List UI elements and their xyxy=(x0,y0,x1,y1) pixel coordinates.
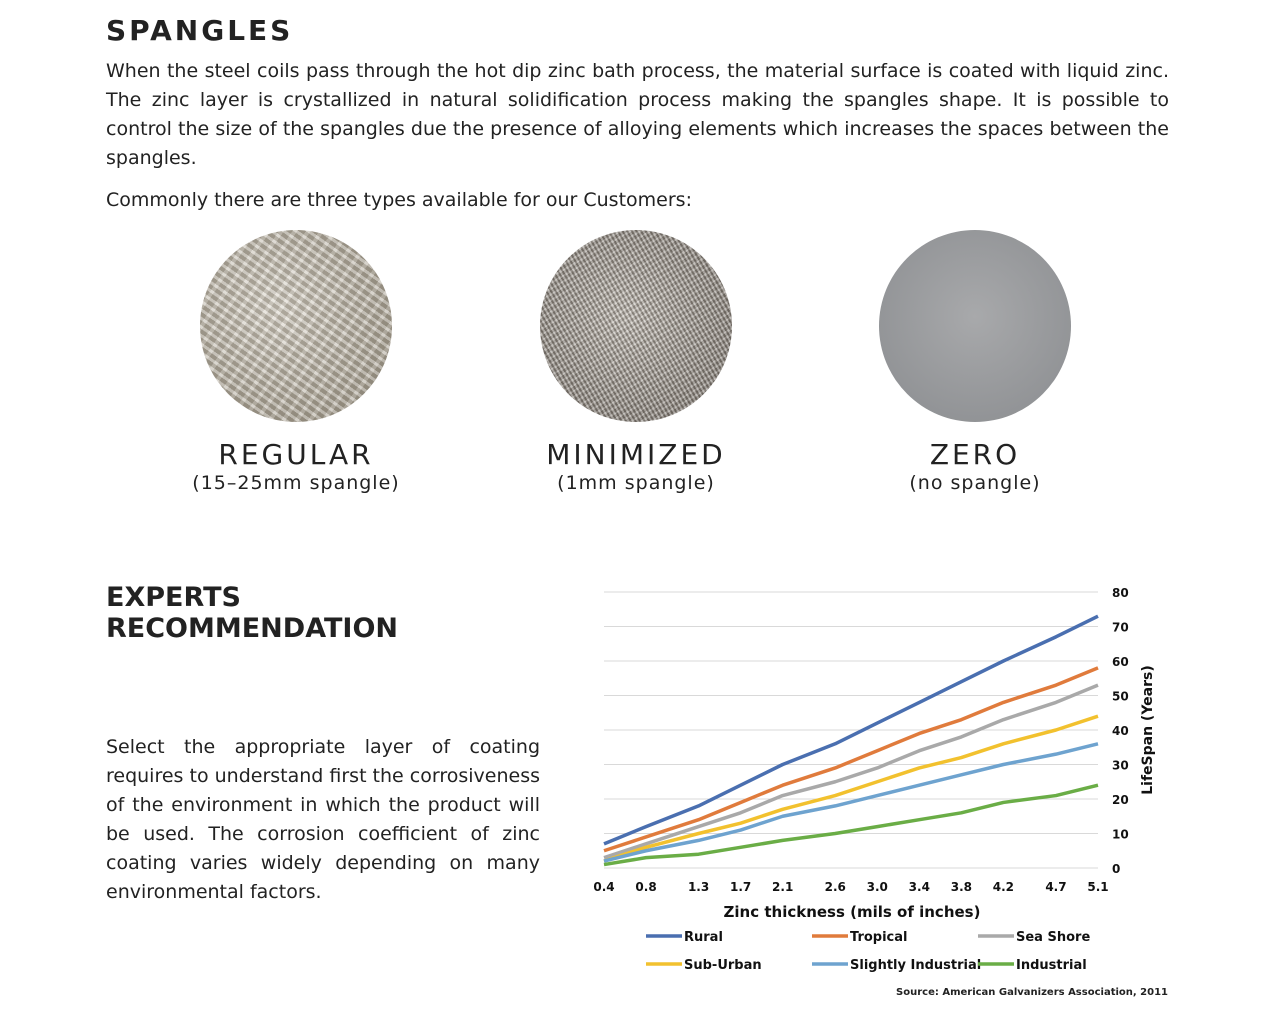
spangle-type-name: REGULAR xyxy=(218,438,374,471)
zero-spangle-image xyxy=(879,230,1071,422)
experts-heading-line2: RECOMMENDATION xyxy=(106,613,399,644)
experts-paragraph: Select the appropriate layer of coating requires to understand first the corrosiveness of the environment in which the product will be used. The corrosion coefficient of zinc coating varies widely depending on many environmental factors. xyxy=(106,736,540,903)
types-intro: Commonly there are three types available for our Customers: xyxy=(106,189,692,211)
experts-heading xyxy=(106,582,506,644)
spangle-type-regular xyxy=(146,230,446,496)
spangle-type-name: ZERO xyxy=(929,438,1021,471)
y-tick-label: 50 xyxy=(1112,689,1129,704)
spangle-type-minimized xyxy=(486,230,786,496)
x-tick-label: 4.2 xyxy=(992,880,1015,894)
legend-label: Rural xyxy=(684,930,723,945)
x-axis-label: Zinc thickness (mils of inches) xyxy=(723,903,981,921)
x-tick-label: 1.7 xyxy=(730,880,752,894)
spangle-type-desc: (1mm spangle) xyxy=(557,472,715,494)
x-tick-label: 0.4 xyxy=(593,880,615,894)
x-tick-label: 2.1 xyxy=(772,880,794,894)
y-tick-label: 70 xyxy=(1112,620,1129,635)
spangle-type-desc: (15–25mm spangle) xyxy=(192,472,400,494)
legend-label: Slightly Industrial xyxy=(850,958,982,973)
x-tick-label: 3.4 xyxy=(908,880,930,894)
x-tick-label: 2.6 xyxy=(824,880,846,894)
y-tick-label: 60 xyxy=(1112,655,1129,669)
x-tick-label: 4.7 xyxy=(1045,880,1067,894)
x-tick-label: 5.1 xyxy=(1087,880,1109,894)
x-tick-label: 1.3 xyxy=(687,880,710,894)
y-tick-label: 10 xyxy=(1112,827,1129,842)
y-tick-label: 20 xyxy=(1112,793,1129,807)
experts-heading-line1: EXPERTS xyxy=(106,582,241,613)
x-tick-label: 3.0 xyxy=(866,880,888,894)
legend-label: Tropical xyxy=(850,930,908,945)
y-tick-label: 0 xyxy=(1112,862,1121,876)
legend-label: Sea Shore xyxy=(1016,930,1091,945)
spangles-paragraph: When the steel coils pass through the hot dip zinc bath process, the material surface is coated with liquid zinc. The zinc layer is crystallized in natural solidification process making the spangles shape. It is possible to control the size of the spangles due the presence of alloying elements which increases the spaces between the spangles. xyxy=(106,60,1169,169)
spangle-type-desc: (no spangle) xyxy=(909,472,1041,494)
y-tick-label: 40 xyxy=(1112,724,1129,738)
minimized-spangle-image xyxy=(540,230,732,422)
y-tick-label: 30 xyxy=(1112,758,1129,773)
legend-label: Sub-Urban xyxy=(684,958,762,973)
spangles-heading: SPANGLES xyxy=(106,14,294,47)
y-axis-label: LifeSpan (Years) xyxy=(1140,665,1156,795)
x-tick-label: 0.8 xyxy=(635,880,657,894)
spangle-type-name: MINIMIZED xyxy=(546,438,726,471)
x-tick-label: 3.8 xyxy=(950,880,972,894)
y-tick-label: 80 xyxy=(1112,586,1129,600)
regular-spangle-image xyxy=(200,230,392,422)
lifespan-line-chart xyxy=(580,575,1180,985)
legend-label: Industrial xyxy=(1016,958,1087,973)
spangle-type-zero xyxy=(825,230,1125,496)
chart-source: Source: American Galvanizers Association, 2011 xyxy=(896,987,1168,998)
